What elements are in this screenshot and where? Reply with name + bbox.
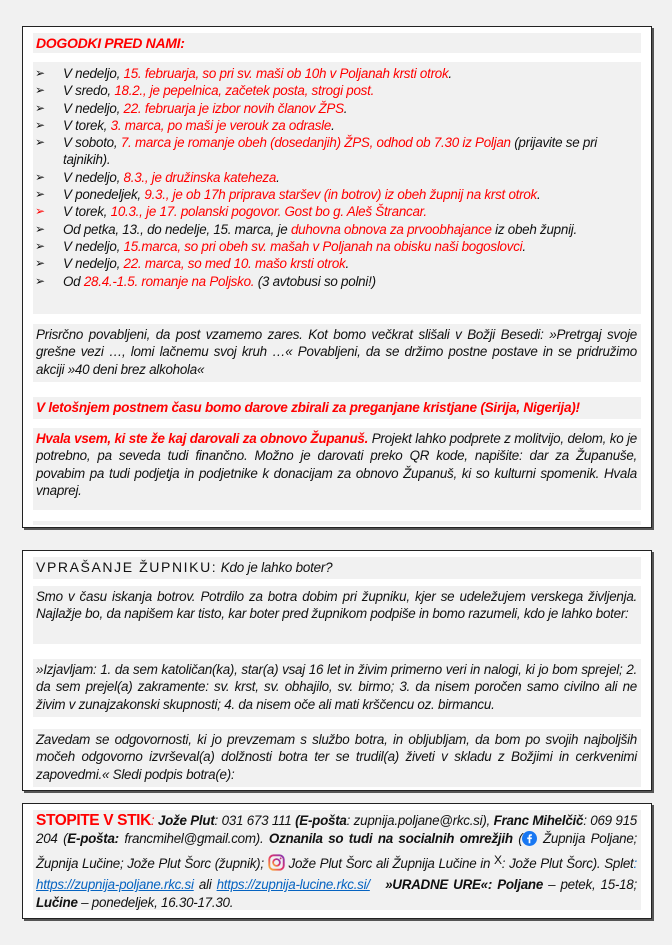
donations-notice: V letošnjem postnem času bomo darove zbirali za preganjane kristjane (Sirija, Nigerija)! — [33, 397, 641, 419]
event-highlight: 15.marca, so pri obeh sv. mašah v Poljanah na obisku naši bogoslovci — [123, 238, 523, 254]
event-item — [33, 82, 641, 99]
thanks-text: Projekt lahko podprete z molitvijo, delom, ko je potrebno, pa seveda tudi finančno. Možno je darovati preko QR kode, napišite: dar za Županuše, povabim pa tudi podjetja in podjetnike k donacijam za obnovo Županuš, ki so kulturni spomenik. Hvala vnaprej. — [36, 431, 637, 498]
arrow-bullet-icon: ➢ — [35, 135, 45, 150]
event-item — [33, 203, 641, 220]
arrow-bullet-icon: ➢ — [35, 221, 45, 236]
office-hours-1: – petek, 15-18; — [543, 877, 637, 892]
instagram-text: Jože Plut Šorc ali Župnija Lučine in — [284, 856, 495, 871]
event-lead: V nedeljo, — [63, 66, 124, 81]
social-open-paren: ( — [512, 831, 523, 846]
event-tail: . — [343, 100, 348, 116]
event-lead: V nedeljo, — [63, 100, 124, 116]
arrow-bullet-icon: ➢ — [35, 204, 45, 219]
arrow-bullet-icon: ➢ — [35, 187, 45, 202]
event-highlight: 28.4.-1.5. romanje na Poljsko. — [83, 273, 255, 289]
event-lead: V nedeljo, — [63, 169, 124, 185]
office-hours-2: – ponedeljek, 16.30-17.30. — [77, 895, 234, 910]
contact-heading: STOPITE V STIK — [36, 812, 151, 829]
email-label-2: E-pošta: — [67, 831, 119, 846]
event-highlight: duhovna obnova za prvoobhajance — [290, 221, 492, 237]
events-box — [22, 26, 652, 528]
instagram-icon[interactable] — [268, 854, 285, 876]
facebook-text: Župnija Poljane; Župnija Lučine; Jože Plut Šorc (župnik); — [36, 831, 638, 871]
events-title-band — [33, 33, 641, 53]
question-paragraph-1: Smo v času iskanja botrov. Potrdilo za botra dobim pri župniku, kjer se udeležujem verskega življenja. Najlažje bo, da napišem kar tisto, kar boter pred župnikom podpiše in bomo razumeli, kdo je lahko boter: — [33, 586, 641, 644]
event-item — [33, 100, 641, 117]
contact-phone-1: : 031 673 111 — [214, 813, 296, 828]
link-separator: ali — [193, 877, 217, 892]
question-paragraph-2: »Izjavljam: 1. da sem katoličan(ka), star(a) vsaj 16 let in živim primerno veri in nalogi, ki jo bom sprejel; 2. da sem prejel(a) zakramente: sv. krst, sv. obhajilo, sv. birmo; 3. da nisem poročen samo civilno ali ne živim v zunajzakonski skupnosti; 4. da nisem oče ali mati krščencu oz. birmancu. — [33, 659, 641, 717]
event-item — [33, 65, 641, 82]
divider-band — [33, 521, 641, 525]
event-lead: V nedeljo, — [63, 238, 124, 254]
contact-box — [22, 803, 652, 919]
email-label-1: (E-pošta — [295, 813, 347, 828]
arrow-bullet-icon: ➢ — [35, 83, 45, 98]
link-lucine[interactable]: https://zupnija-lucine.rkc.si/ — [216, 877, 370, 892]
contact-colon: : — [150, 813, 158, 828]
event-item — [33, 186, 641, 203]
event-lead: V torek, — [63, 117, 111, 133]
event-lead: V ponedeljek, — [63, 187, 145, 203]
event-highlight: 22. marca, so med 10. mašo krsti otrok — [123, 256, 346, 272]
event-item — [33, 117, 641, 134]
event-item — [33, 134, 641, 169]
office-place-2: Lučine — [36, 895, 78, 910]
question-box — [22, 550, 652, 791]
event-lead: V soboto, — [63, 135, 121, 151]
question-text: Kdo je lahko boter? — [217, 560, 333, 575]
event-tail: . — [276, 169, 280, 185]
events-title: DOGODKI PRED NAMI: — [36, 35, 185, 51]
thanks-bold: Hvala vsem, ki ste že kaj darovali za obnovo Županuš. — [36, 431, 369, 446]
event-item — [33, 221, 641, 238]
fasting-paragraph: Prisrčno povabljeni, da post vzamemo zares. Kot bomo večkrat slišali v Božji Besedi: »Pretrgaj svoje grešne vezi …, lomi lačnemu svoj kruh …« Povabljeni, da se držimo postne postave in se pridružimo akciji »40 deni brez alkohola« — [33, 324, 641, 382]
office-place-1: Poljane — [497, 877, 544, 892]
contact-phone-2: : 069 915 204 ( — [36, 813, 637, 846]
contact-name-1: Jože Plut — [157, 813, 215, 828]
event-item — [33, 255, 641, 272]
event-tail: iz obeh župnij. — [491, 221, 577, 237]
event-highlight: 22. februarja je izbor novih članov ŽPS — [123, 100, 344, 116]
social-label: Oznanila so tudi na socialnih omrežjih — [268, 831, 513, 846]
event-lead: V torek, — [63, 204, 111, 220]
event-highlight: 7. marca je romanje obeh (dosedanjih) ŽPS, odhod ob 7.30 iz Poljan — [120, 135, 511, 151]
event-highlight: 9.3., je ob 17h priprava staršev (in botrov) iz obeh župnij na krst otrok — [144, 187, 537, 203]
events-list-band — [33, 62, 641, 314]
arrow-bullet-icon: ➢ — [35, 66, 45, 80]
arrow-bullet-icon: ➢ — [35, 273, 45, 288]
event-tail: . — [448, 66, 452, 81]
event-highlight: 3. marca, po maši je verouk za odrasle — [110, 117, 332, 133]
event-item — [33, 273, 641, 290]
arrow-bullet-icon: ➢ — [35, 238, 45, 253]
contact-email-1[interactable]: : zupnija.poljane@rkc.si), — [346, 813, 494, 828]
event-lead: Od — [63, 273, 84, 289]
contact-paragraph — [33, 810, 641, 910]
question-heading: VPRAŠANJE ŽUPNIKU: — [36, 559, 218, 575]
event-highlight: 8.3., je družinska kateheza — [123, 169, 277, 185]
event-item — [33, 238, 641, 255]
arrow-bullet-icon: ➢ — [35, 169, 45, 184]
event-tail: . — [536, 187, 541, 203]
event-item — [33, 169, 641, 186]
facebook-icon[interactable] — [522, 831, 537, 851]
contact-email-2[interactable]: francmihel@gmail.com). — [118, 831, 269, 846]
event-tail: (prijavite se pri tajnikih). — [63, 135, 598, 168]
contact-name-2: Franc Mihelčič — [493, 813, 584, 828]
event-highlight: 18.2., je pepelnica, začetek posta, strogi post. — [114, 83, 375, 99]
office-hours-label: »URADNE URE«: — [385, 877, 493, 892]
events-list — [33, 62, 641, 290]
event-lead: V sredo, — [63, 83, 115, 99]
event-highlight: 10.3., je 17. polanski pogovor. Gost bo g. Aleš Štrancar. — [110, 204, 427, 220]
event-lead: Od petka, 13., do nedelje, 15. marca, je — [63, 221, 291, 237]
arrow-bullet-icon: ➢ — [35, 100, 45, 115]
question-title — [33, 557, 641, 579]
thanks-paragraph — [33, 428, 641, 510]
x-text: : Jože Plut Šorc). Splet — [501, 856, 634, 871]
event-tail: (3 avtobusi so polni!) — [254, 273, 376, 289]
x-icon[interactable]: X — [494, 853, 502, 867]
question-paragraph-3: Zavedam se odgovornosti, ki jo prevzemam s službo botra, in obljubljam, da bom po svojih najboljših močeh odgovorno izvrševal(a) dolžnosti botra ter se trudil(a) živeti v skladu z Božjimi in cerkvenimi zapovedmi.« Sledi podpis botra(e): — [33, 729, 641, 787]
event-tail: . — [331, 117, 335, 133]
arrow-bullet-icon: ➢ — [35, 256, 45, 271]
event-tail: . — [522, 238, 526, 254]
arrow-bullet-icon: ➢ — [35, 117, 45, 132]
event-highlight: 15. februarja, so pri sv. maši ob 10h v Poljanah krsti otrok — [123, 66, 449, 81]
event-tail: . — [345, 256, 349, 272]
link-poljane[interactable]: https://zupnija-poljane.rkc.si — [36, 877, 194, 892]
web-colon: : — [633, 856, 637, 871]
event-lead: V nedeljo, — [63, 256, 124, 272]
